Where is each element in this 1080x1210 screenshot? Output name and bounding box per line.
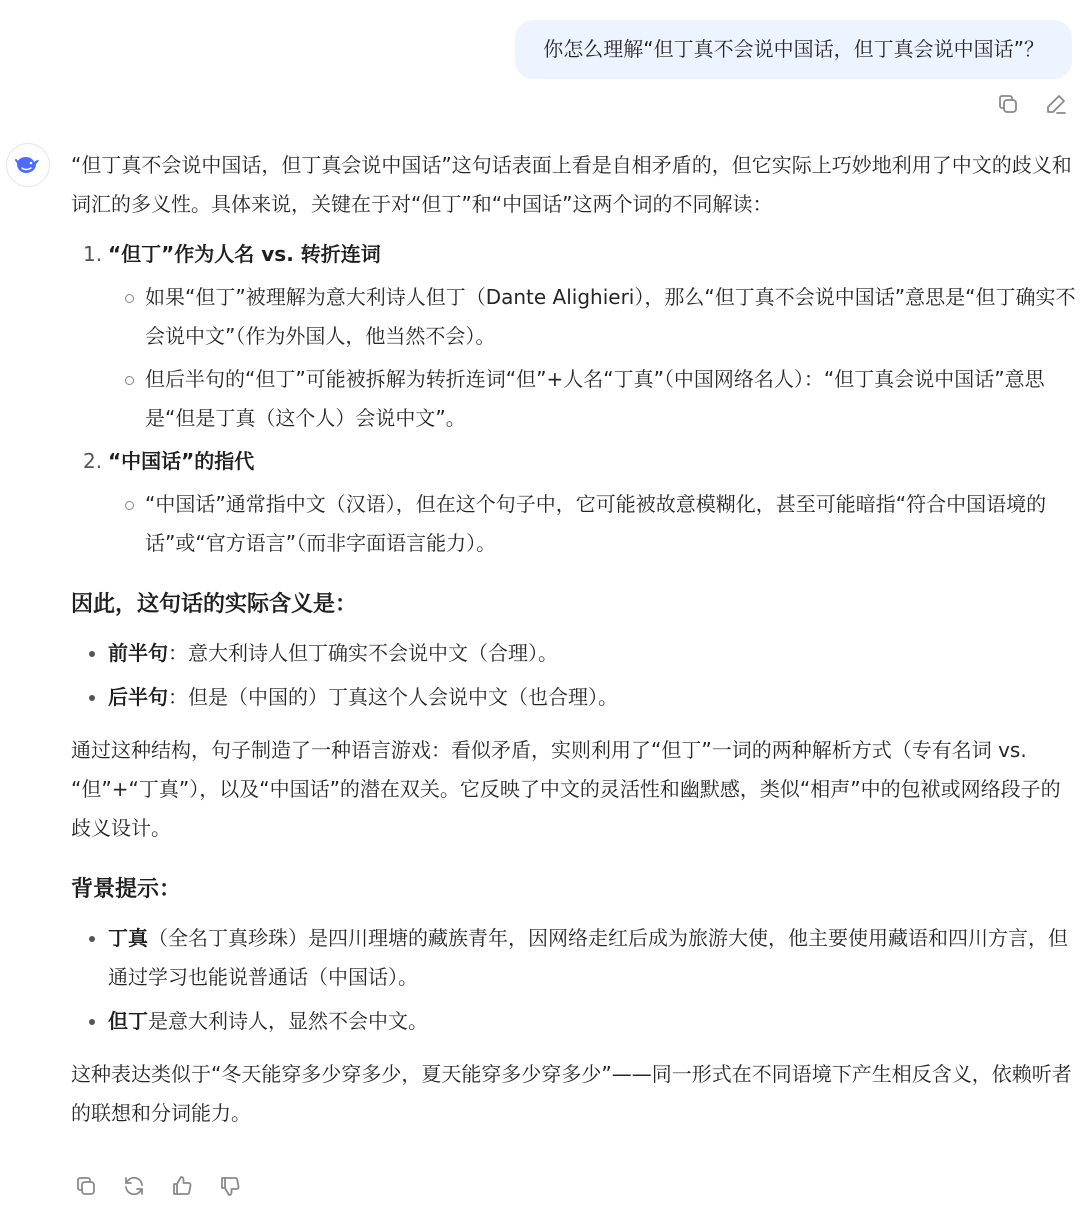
- copy-icon[interactable]: [994, 90, 1022, 118]
- list-item: [71, 1002, 1076, 1041]
- section-heading: 因此，这句话的实际含义是：: [71, 592, 358, 617]
- list-item: [71, 235, 1076, 438]
- item-label: 前半句: [108, 641, 168, 665]
- interpretation-list: [71, 235, 1076, 563]
- whale-logo-icon: [14, 151, 42, 179]
- thumbs-up-icon[interactable]: [168, 1172, 196, 1200]
- assistant-avatar: [6, 143, 50, 187]
- meaning-list: [71, 634, 1076, 717]
- answer-intro: “但丁真不会说中国话，但丁真会说中国话”这句话表面上看是自相矛盾的，但它实际上巧妙地利用了中文的歧义和词汇的多义性。具体来说，关键在于对“但丁”和“中国话”这两个词的不同解读：: [71, 153, 1072, 216]
- item-text: ：但是（中国的）丁真这个人会说中文（也合理）。: [168, 685, 618, 709]
- item-label: 但丁: [108, 1009, 148, 1033]
- list-number: 2.: [83, 449, 103, 473]
- explanation-paragraph: 通过这种结构，句子制造了一种语言游戏：看似矛盾，实则利用了“但丁”一词的两种解析方式（专有名词 vs. “但”+“丁真”），以及“中国话”的潜在双关。它反映了中文的灵活性和幽默感，类似“相声”中的包袱或网络段子的歧义设计。: [71, 738, 1061, 840]
- point-title: “中国话”的指代: [108, 449, 255, 473]
- section-heading: 背景提示：: [71, 877, 182, 902]
- item-text: ：意大利诗人但丁确实不会说中文（合理）。: [168, 641, 558, 665]
- sub-item: “中国话”通常指中文（汉语），但在这个句子中，它可能被故意模糊化，甚至可能暗指“符合中国语境的话”或“官方语言”（而非字面语言能力）。: [108, 485, 1076, 563]
- list-item: [71, 919, 1076, 997]
- item-text: （全名丁真珍珠）是四川理塘的藏族青年，因网络走红后成为旅游大使，他主要使用藏语和四川方言，但通过学习也能说普通话（中国话）。: [108, 926, 1068, 989]
- sub-item: 但后半句的“但丁”可能被拆解为转折连词“但”+人名“丁真”（中国网络名人）：“但丁真会说中国话”意思是“但是丁真（这个人）会说中文”。: [108, 360, 1076, 438]
- edit-icon[interactable]: [1042, 90, 1070, 118]
- list-item: [71, 634, 1076, 673]
- point-title: “但丁”作为人名 vs. 转折连词: [108, 242, 381, 266]
- item-label: 后半句: [108, 685, 168, 709]
- user-message-actions: [994, 90, 1070, 118]
- list-item: [71, 442, 1076, 563]
- closing-paragraph: 这种表达类似于“冬天能穿多少穿多少，夏天能穿多少穿多少”——同一形式在不同语境下产生相反含义，依赖听者的联想和分词能力。: [71, 1062, 1072, 1125]
- background-list: [71, 919, 1076, 1041]
- sub-item: 如果“但丁”被理解为意大利诗人但丁（Dante Alighieri），那么“但丁真不会说中国话”意思是“但丁确实不会说中文”（作为外国人，他当然不会）。: [108, 278, 1076, 356]
- item-text: 是意大利诗人，显然不会中文。: [148, 1009, 428, 1033]
- list-number: 1.: [83, 242, 103, 266]
- sub-list: [108, 485, 1076, 563]
- sub-list: [108, 278, 1076, 438]
- answer-actions: [72, 1172, 244, 1200]
- list-item: [71, 678, 1076, 717]
- user-message-bubble: [515, 20, 1072, 79]
- assistant-answer: [71, 146, 1076, 1133]
- copy-icon[interactable]: [72, 1172, 100, 1200]
- regenerate-icon[interactable]: [120, 1172, 148, 1200]
- item-label: 丁真: [108, 926, 148, 950]
- user-message-text: 你怎么理解“但丁真不会说中国话，但丁真会说中国话”？: [543, 37, 1044, 61]
- thumbs-down-icon[interactable]: [216, 1172, 244, 1200]
